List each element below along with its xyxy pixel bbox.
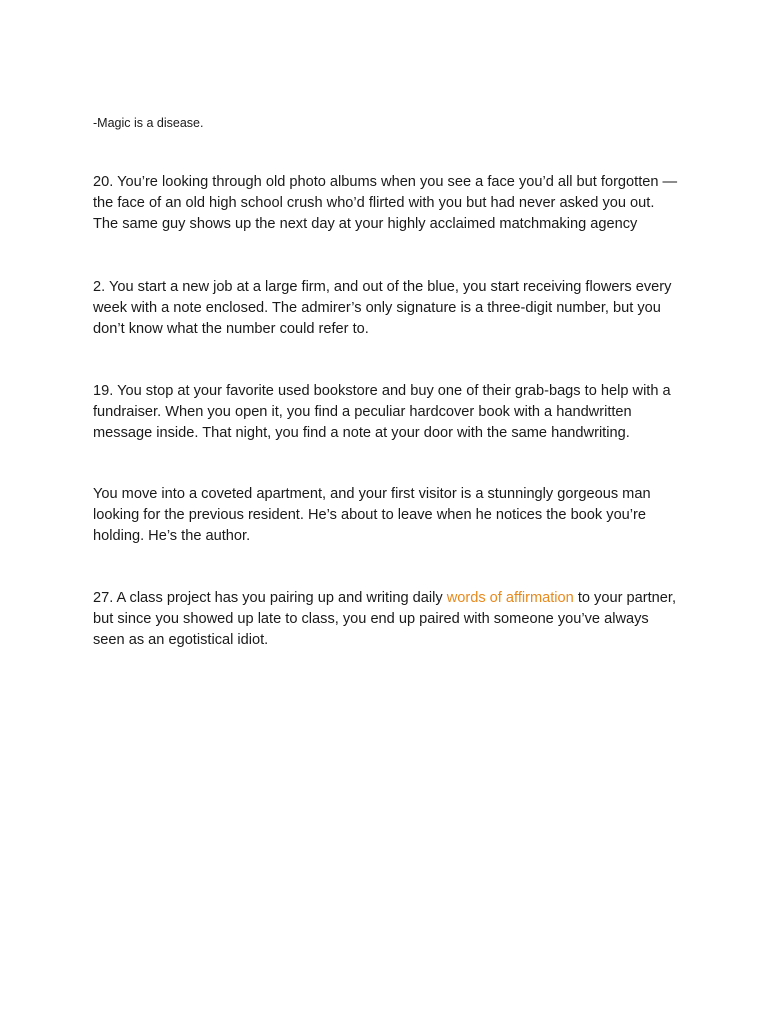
prompt-paragraph-27 [93, 588, 678, 651]
document-body [93, 114, 678, 651]
paragraph-text-before-link: 27. A class project has you pairing up and writing daily [93, 590, 447, 606]
prompt-paragraph-19: 19. You stop at your favorite used bookstore and buy one of their grab-bags to help with a fundraiser. When you open it, you find a peculiar hardcover book with a handwritten message inside. That night, you find a note at your door with the same handwriting. [93, 383, 671, 441]
prompt-paragraph-2: 2. You start a new job at a large firm, and out of the blue, you start receiving flowers every week with a note enclosed. The admirer’s only signature is a three-digit number, but you don’t know what the number could refer to. [93, 279, 672, 337]
words-of-affirmation-link[interactable]: words of affirmation [446, 590, 574, 606]
paragraph-text-after-link: to your partner, but since you showed up late to class, you end up paired with someone you’ve always seen as an egotistical idiot. [93, 590, 676, 648]
prompt-paragraph-20: 20. You’re looking through old photo albums when you see a face you’d all but forgotten — the face of an old high school crush who’d flirted with you but had never asked you out. The same guy shows up the next day at your highly acclaimed matchmaking agency [93, 174, 678, 232]
intro-line: -Magic is a disease. [93, 116, 204, 130]
prompt-paragraph-apartment: You move into a coveted apartment, and your first visitor is a stunningly gorgeous man looking for the previous resident. He’s about to leave when he notices the book you’re holding. He’s the author. [93, 486, 651, 544]
